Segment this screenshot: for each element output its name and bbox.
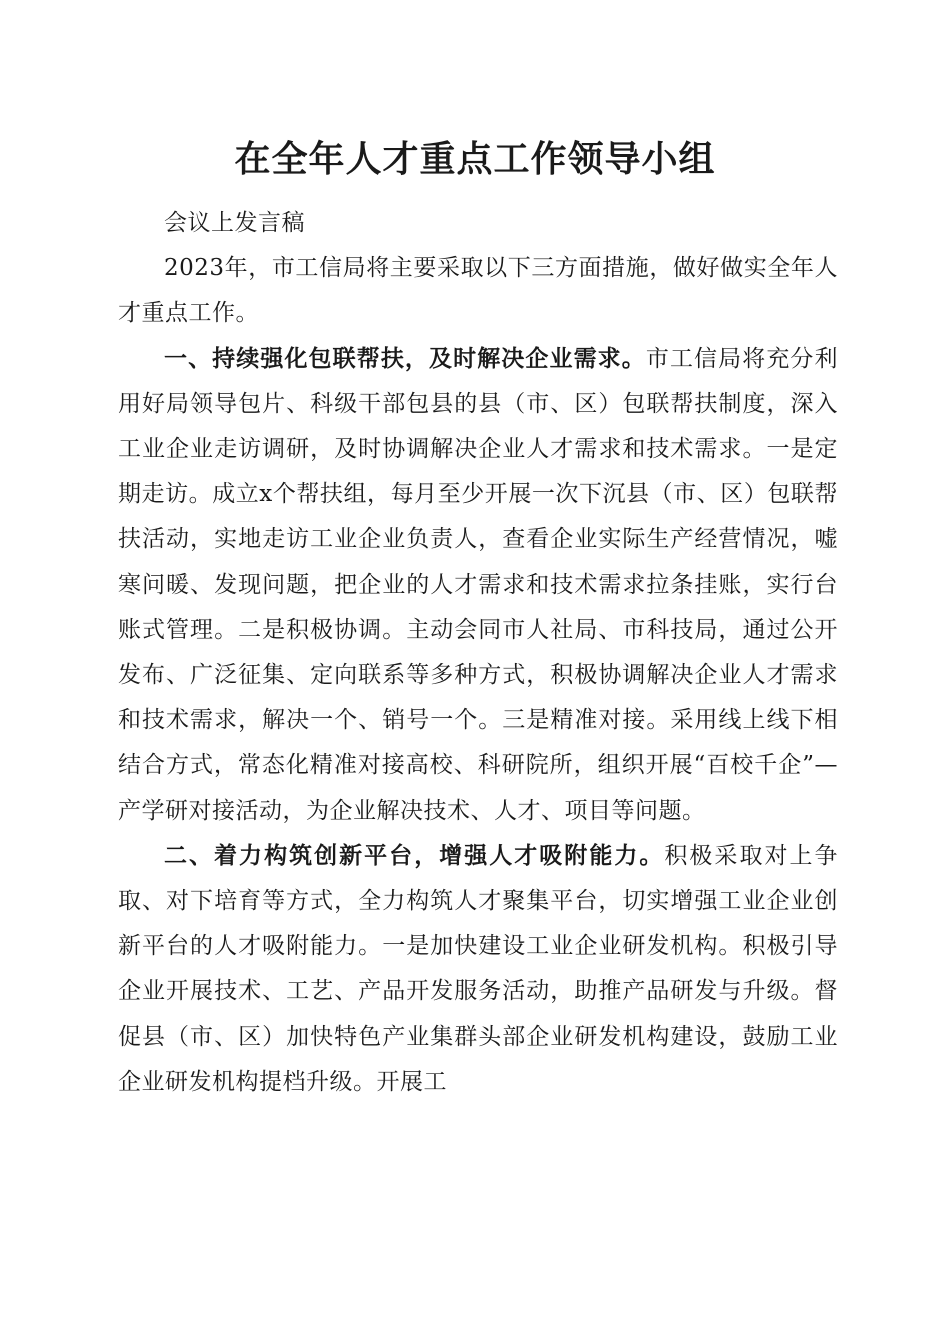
intro-paragraph: 2023年，市工信局将主要采取以下三方面措施，做好做实全年人才重点工作。 (118, 255, 838, 327)
section-1-heading: 一、持续强化包联帮扶，及时解决企业需求。 (164, 345, 646, 372)
document-body (118, 201, 838, 1105)
document-title: 在全年人才重点工作领导小组 (234, 139, 716, 180)
section-2-paragraph (118, 834, 838, 1105)
section-2-body: 积极采取对上争取、对下培育等方式，全力构筑人才聚集平台，切实增强工业企业创新平台的人才吸附能力。一是加快建设工业企业研发机构。积极引导企业开展技术、工艺、产品开发服务活动，助推产品研发与升级。督促县（市、区）加快特色产业集群头部企业研发机构建设，鼓励工业企业研发机构提档升级。开展工 (118, 842, 839, 1095)
section-2-heading: 二、着力构筑创新平台，增强人才吸附能力。 (164, 842, 665, 869)
section-1-body: 市工信局将充分利用好局领导包片、科级干部包县的县（市、区）包联帮扶制度，深入工业企业走访调研，及时协调解决企业人才需求和技术需求。一是定期走访。成立x个帮扶组，每月至少开展一次下沉县（市、区）包联帮扶活动，实地走访工业企业负责人，查看企业实际生产经营情况，嘘寒问暖、发现问题，把企业的人才需求和技术需求拉条挂账，实行台账式管理。二是积极协调。主动会同市人社局、市科技局，通过公开发布、广泛征集、定向联系等多种方式，积极协调解决企业人才需求和技术需求，解决一个、销号一个。三是精准对接。采用线上线下相结合方式，常态化精准对接高校、科研院所，组织开展“百校千企”—产学研对接活动，为企业解决技术、人才、项目等问题。 (118, 345, 839, 824)
subtitle-paragraph: 会议上发言稿 (164, 210, 305, 236)
section-1-paragraph (118, 337, 838, 834)
